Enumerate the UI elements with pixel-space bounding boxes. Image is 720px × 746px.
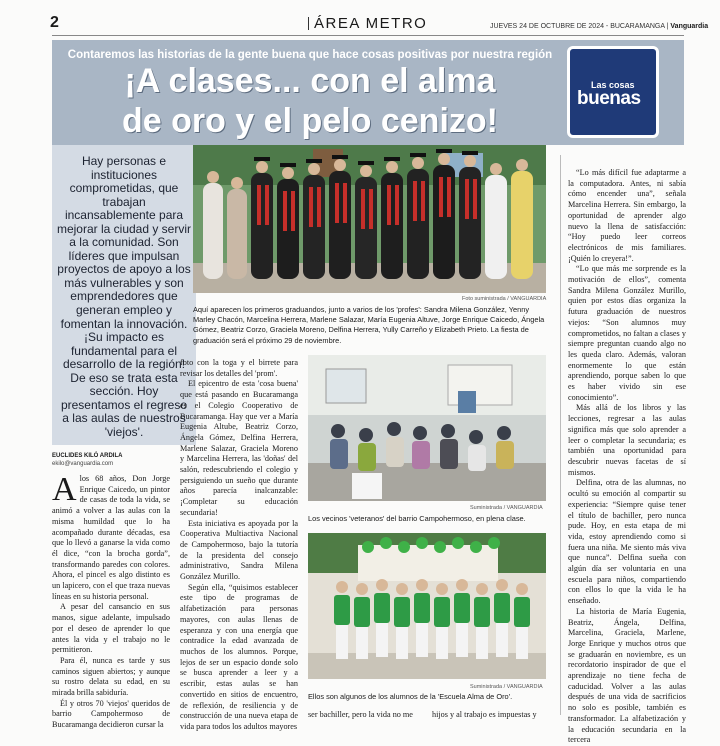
paragraph: Esta iniciativa es apoyada por la Cooperativa Multiactiva Nacional de Campohermoso, bajo la tutoría de la presidenta del consejo administrativo, Sandra Milena González Murillo. xyxy=(180,518,298,582)
paragraph: Para él, nunca es tarde y sus caminos siguen abiertos; y aunque su rostro delata su edad, en su mirada brilla sabiduría. xyxy=(52,655,170,698)
graduates-photo xyxy=(193,145,546,293)
byline-email[interactable]: ekilo@vanguardia.com xyxy=(52,461,114,467)
paragraph: Alos 68 años, Don Jorge Enrique Caicedo, un pintor de casas de toda la vida, se animó a volver a las aulas con la misma humildad que lo ha acompañado durante décadas, esa que lo llevó a ganarse la vida como él dice, “con la brocha gorda”, transformando paredes con colores. Ahora, el pincel es algo distinto es un lapicero, con el que traza nuevas líneas en su historia personal. xyxy=(52,471,170,601)
article-fragment: hijos y al trabajo es impuestas y xyxy=(432,710,537,719)
date-city: JUEVES 24 DE OCTUBRE DE 2024 - BUCARAMANGA | xyxy=(490,23,669,30)
paragraph: Delfina, otra de las alumnas, no ocultó su emoción al compartir su experiencia: “Siempre quise tener el título de bachiller, pero nunca pude. Hoy, en esta etapa de mi vida, estoy aprendiendo como si fuera una niña. Me siento más viva que nunca”. Delfina sueña con algún día ser voluntaria en una escuela para niños, compartiendo con ellos lo que la vida le ha enseñado. xyxy=(568,478,686,606)
classroom-photo xyxy=(308,355,546,501)
page-number: 2 xyxy=(50,14,59,31)
article-column-2 xyxy=(180,358,298,733)
section-title: ÁREA METRO xyxy=(314,15,428,32)
photo-credit: Suministrada / VANGUARDIA xyxy=(470,505,543,511)
paragraph: Según ella, “quisimos establecer este tipo de programas de alfabetización para personas mayores, con aulas llenas de esperanza y con una energía que contradice la edad avanzada de muchos de los alumnos. Porque, lejos de ser un espacio donde solo se busca aprender a leer y a escribir, estas aulas se han convertido en sitios de encuentro, de reflexión, de resiliencia y de construcción de una nueva etapa de vida para todos los adultos mayores xyxy=(180,582,298,731)
kicker: Contaremos las historias de la gente buena que hace cosas positivas por nuestra región xyxy=(67,49,553,61)
dateline xyxy=(490,23,708,30)
section-divider xyxy=(308,17,309,30)
byline-author: EUCLIDES KILÓ ARDILA xyxy=(52,453,123,459)
headline xyxy=(60,62,560,142)
paragraph: Él y otros 70 'viejos' queridos de barrio Campohermoso de Bucaramanga decidieron cursar la xyxy=(52,698,170,730)
intro-text: Hay personas e instituciones comprometidas, que trabajan incansablemente para mejorar la ciudad y servir a la comunidad. Son líderes que impulsan proyectos de apoyo a los más vulnerables y son emprendedores que generan empleo y fomentan la innovación. ¡Su impacto es fundamental para el desarrollo de la región! De eso se trata esta sección. Hoy presentamos el regreso a las aulas de nuestros 'viejos'. xyxy=(56,154,192,439)
article-column-3 xyxy=(568,168,686,746)
publication-name: Vanguardia xyxy=(670,23,709,30)
paragraph: A pesar del cansancio en sus manos, sigue adelante, impulsado por el deseo de aprender lo que antes la vida y el trabajo no le permitieron. xyxy=(52,602,170,655)
logo-big-text: buenas xyxy=(577,88,641,109)
paragraph: foto con la toga y el birrete para revisar los detalles del 'prom'. xyxy=(180,358,298,378)
paragraph: El epicentro de esta 'cosa buena' que está pasando en Bucaramanga es el Colegio Cooperativo de Bucaramanga. Hay que ver a María Eugenia Altube, Beatriz Corzo, Ángela Gómez, Delfina Herrera, Marlene Salazar, Graciela Moreno y Marcelina Herrera, las 'doñas' del salón, redescubriendo el colegio y persiguiendo un sueño que durante años parecía inalcanzable: ¡Completar su educación secundaria! xyxy=(180,379,298,517)
headline-line-2: de oro y el pelo cenizo! xyxy=(122,101,498,140)
paragraph: La historia de María Eugenia, Beatriz, Ángela, Delfina, Marcelina, Graciela, Marlene, Jorge Enrique y muchos otros que se graduarán en noviembre, es un recordatorio inspirador de que el aprendizaje no tiene fecha de caducidad. Volver a las aulas después de una vida de sacrificios no solo es posible, también es transformador. La alfabetización y la educación secundaria en la tercera xyxy=(568,606,686,745)
header-rule xyxy=(52,35,684,36)
photo-caption: Aquí aparecen los primeros graduandos, junto a varios de los 'profes': Sandra Milena González, Yenny Marley Chacón, Marcelina Herrera, Marlene Salazar, María Eugenia Altuve, Jorge Enrique Caicedo, Ángela Gómez, Beatriz Corzo, Graciela Moreno, Delfina Herrera, Yully Carreño y Elizabeth Prieto. La fiesta de graduación será el próximo 29 de noviembre. xyxy=(193,305,545,345)
paragraph: “Lo más difícil fue adaptarme a la computadora. Antes, ni sabía cómo encender una”, señala Marcelina Herrera. Sin embargo, la oportunidad de aprender algo nuevo la llena de satisfacción: “Hoy puedo leer correos electrónicos de mis familiares. ¡Quién lo creyera!”. xyxy=(568,168,686,263)
students-photo xyxy=(308,533,546,679)
headline-line-1: ¡A clases... con el alma xyxy=(124,62,496,100)
article-fragment: ser bachiller, pero la vida no me xyxy=(308,710,413,719)
article-column-1 xyxy=(52,471,170,731)
column-rule xyxy=(560,155,561,715)
photo-credit: Suministrada / VANGUARDIA xyxy=(470,684,543,690)
drop-cap: A xyxy=(52,471,77,508)
paragraph: Más allá de los libros y las lecciones, regresar a las aulas significa más que solo aprender a leer o completar la secundaria; es también una oportunidad para descubrir nuevas facetas de sí mismos. xyxy=(568,403,686,477)
photo-caption: Ellos son algunos de los alumnos de la 'Escuela Alma de Oro'. xyxy=(308,692,513,701)
logo-small-text: Las cosas xyxy=(591,80,635,90)
paragraph: “Lo que más me sorprende es la motivación de ellos”, comenta Sandra Milena González Murillo, quien por estos días organiza la futura graduación de nuestros viejos: “Son alumnos muy comprometidos, no faltan a clases y siempre preguntan cuando algo no les queda claro. Además, valoran enormemente lo que están aprendiendo, porque saben lo que es haber vivido sin ese conocimiento”. xyxy=(568,264,686,402)
photo-caption: Los vecinos 'veteranos' del barrio Campohermoso, en plena clase. xyxy=(308,514,526,523)
photo-credit: Foto suministrada / VANGUARDIA xyxy=(462,296,547,302)
